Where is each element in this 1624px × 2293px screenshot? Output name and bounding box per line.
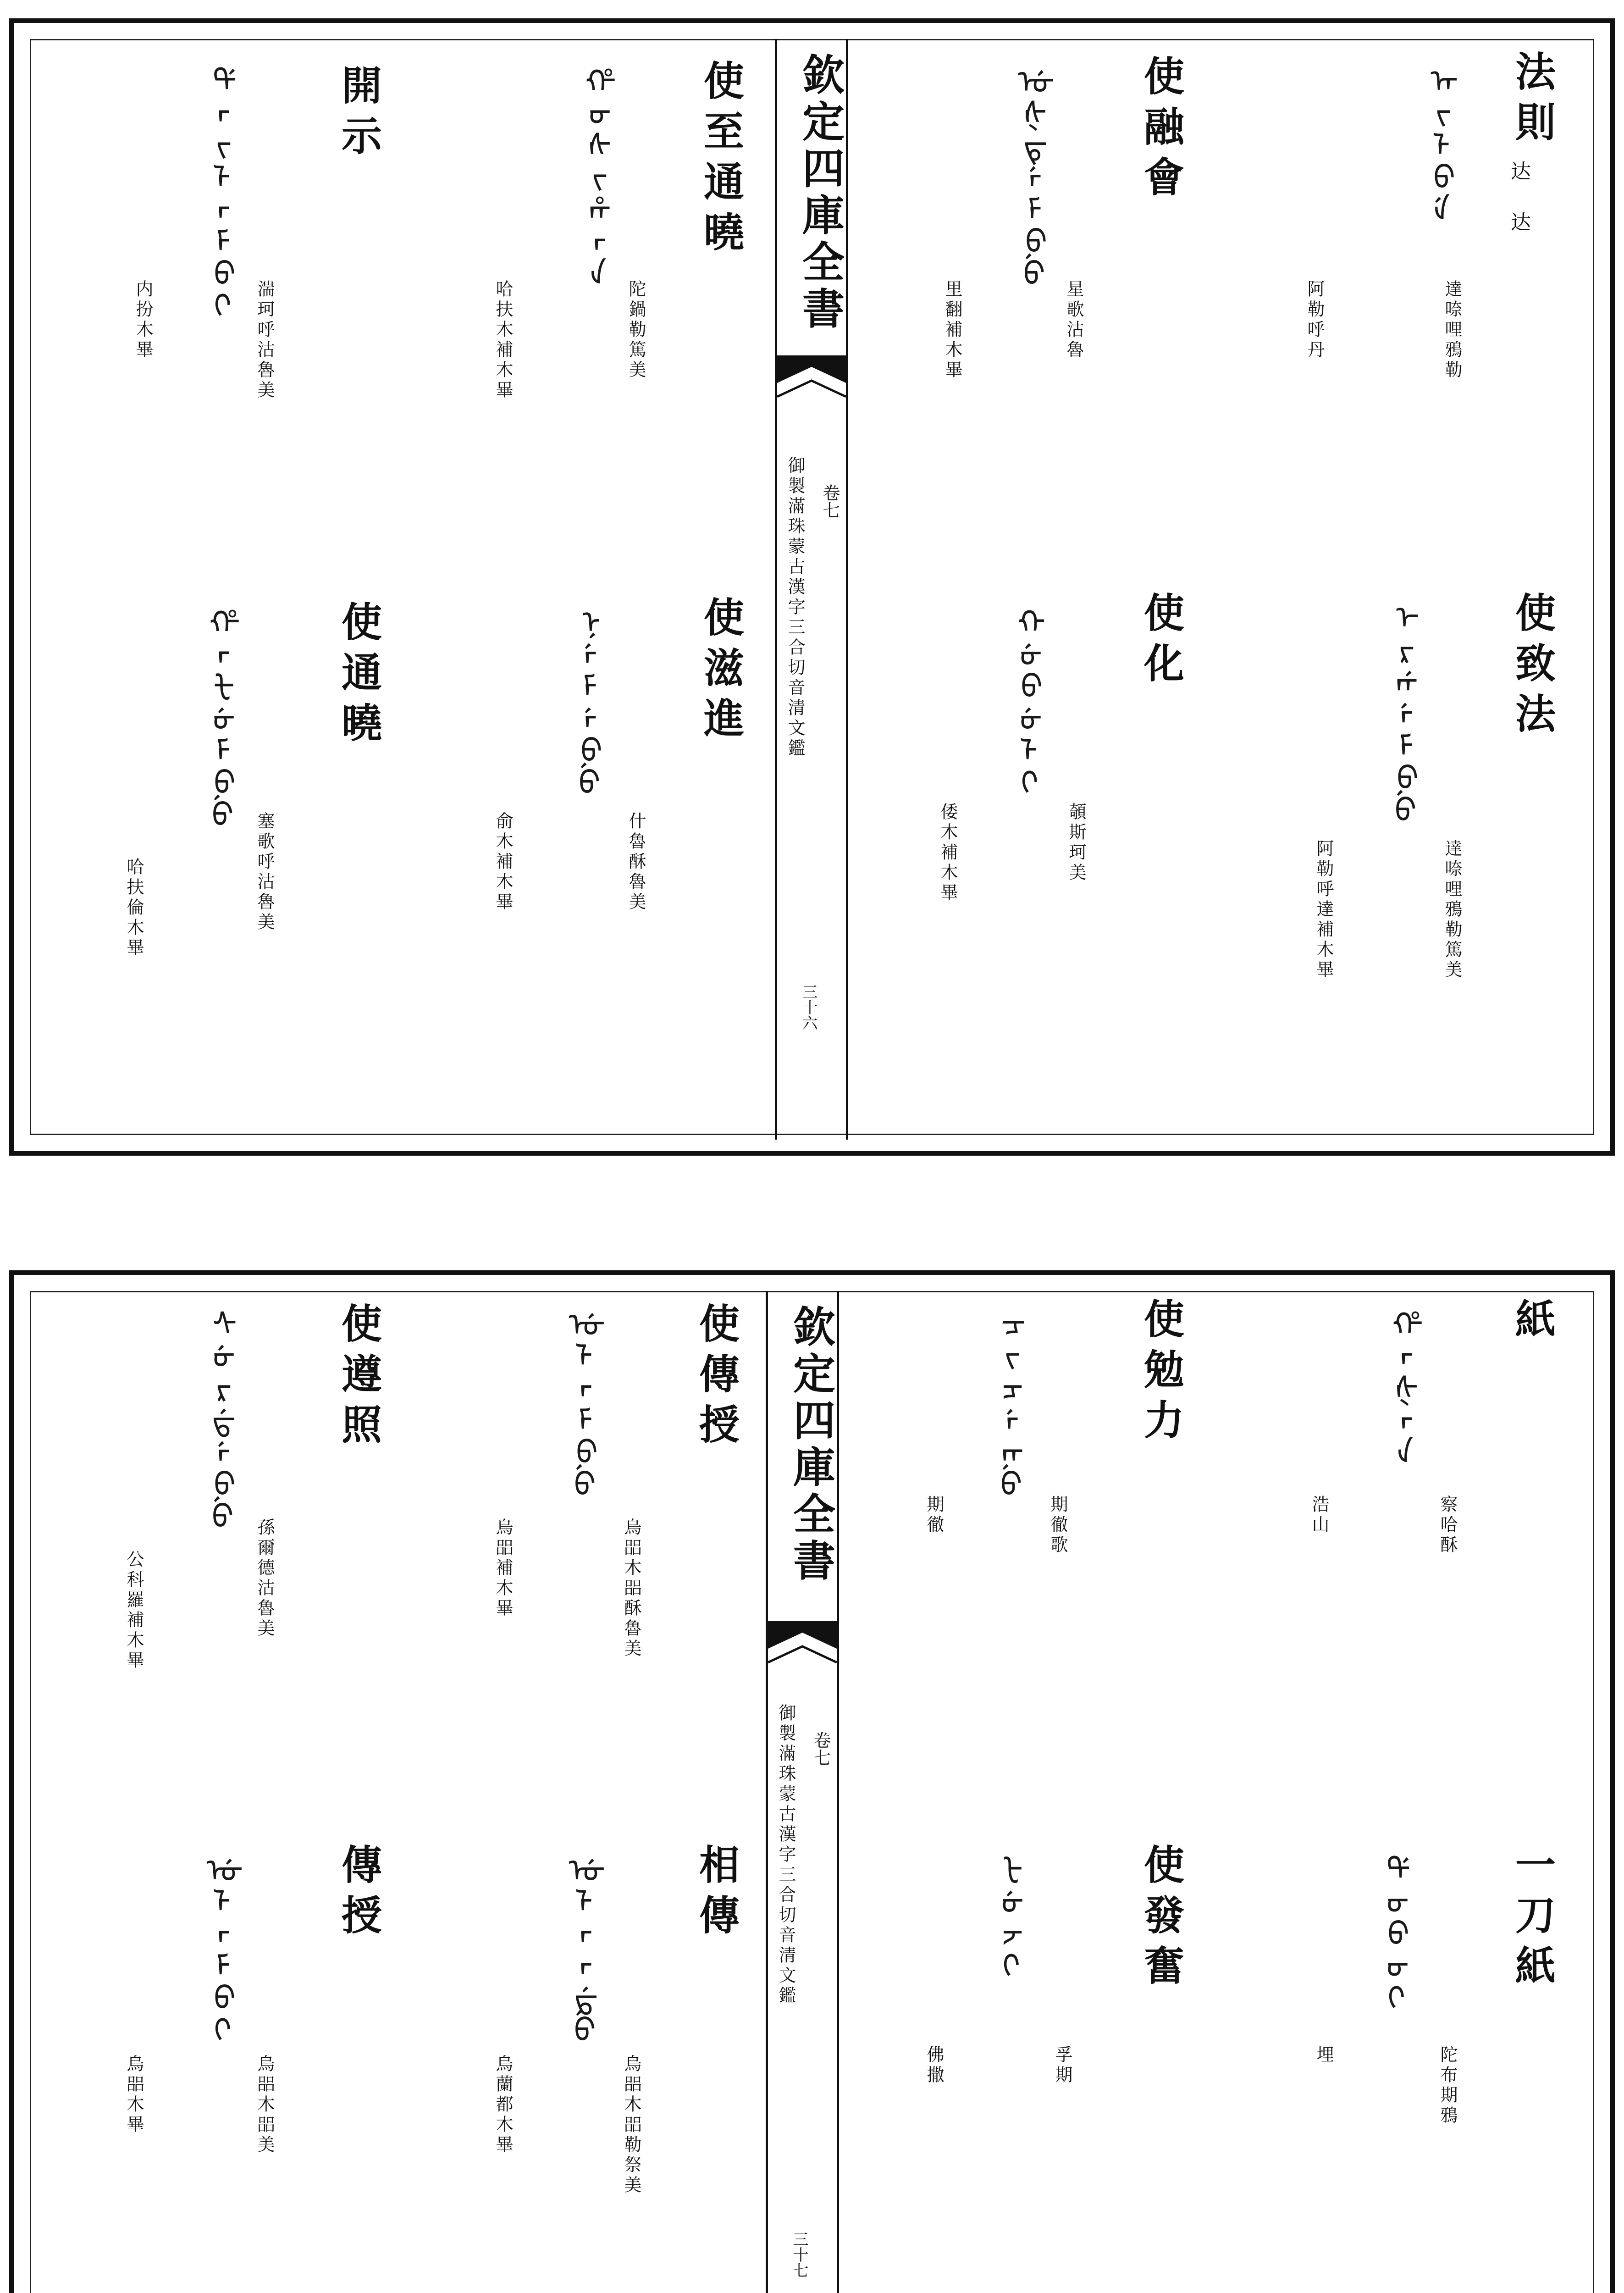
transliteration: 俞木補木畢 [493,812,513,913]
transliteration: 塞歌呼沽魯美 [254,812,275,933]
transliteration: 埋 [1314,2045,1334,2066]
transliteration: 期徹歌 [1048,1495,1068,1556]
spine-page-number: 三十六 [799,984,818,1030]
manchu-script-column: ᡥᠠᡶᡠᠮᠪᡠ [197,605,235,830]
transliteration: 期徹 [924,1495,944,1535]
headword: 法則 [1509,50,1557,151]
transliteration: 佛撒 [924,2045,944,2086]
manchu-script-column: ᡠᠯᠠᠮᠪᡠ [559,1307,597,1500]
transliteration: 什魯酥魯美 [626,812,646,913]
headword: 使致法 [1509,592,1557,743]
headword: 相傳 [693,1844,740,1944]
bottom-spine [766,1291,839,2293]
manchu-script-column: ᡠᠯᠠᠮᠪᡳ [197,1853,235,2045]
transliteration: 陀鍋勒篤美 [626,280,646,381]
bottom-page [9,1270,1615,2293]
transliteration: 烏㗊木㗊勒祭美 [621,2055,641,2196]
headword: 使化 [1138,592,1185,692]
headword: 開示 [335,64,383,165]
manchu-script-column: ᠴᡳᠴᡝᡴᡠ [986,1307,1023,1500]
headword: 使傳授 [693,1302,740,1454]
headword: 使發奮 [1138,1844,1185,1995]
top-spine [775,39,848,1140]
transliteration: 察哈酥 [1437,1495,1458,1556]
headword: 紙 [1509,1298,1557,1348]
headword: 使融會 [1138,55,1185,206]
manchu-script-column: ᠨᡝᠮᡝᠪᡠ [564,605,602,798]
transliteration: 䫑斯珂美 [1066,803,1086,883]
manchu-script-column: ᡴᡠᠪᡠᠯᡳ [1004,605,1042,798]
manchu-script-column: ᠠᡳᠯᠪᡝ [1417,64,1454,225]
spine-volume: 卷七 [820,484,840,519]
manchu-script-column: ᡠᠯᠠᠨᡩᡠ [559,1853,597,2045]
transliteration: 孫爾德沽魯美 [254,1518,275,1639]
transliteration: 内扮木畢 [133,280,153,360]
transliteration: 烏㗊木㗊酥魯美 [621,1518,641,1659]
manchu-script-column: ᡩᠣᠪᠣᡳ [1371,1853,1409,2013]
transliteration: 陀布期鴉 [1437,2045,1458,2126]
headword: 使通曉 [335,601,383,752]
manchu-script-column: ᡩᠠᡳᠯᠠᠮᠪᡳ [197,64,235,321]
transliteration: 浩山 [1309,1495,1329,1535]
fish-tail-ornament [768,1621,837,1681]
transliteration: 公科羅補木畢 [124,1550,144,1671]
transliteration: 孚期 [1052,2045,1072,2086]
manchu-script-column: ᡠᡧᡨᡝᠮᠪᡠ [1009,64,1046,289]
transliteration: 烏㗊木畢 [124,2055,144,2135]
transliteration: 烏㗊木㗊美 [254,2055,275,2155]
headword: 使至通曉 [697,60,745,261]
transliteration: 星歌沽魯 [1064,280,1084,360]
spine-book-title: 欽定四庫全書 [786,1305,836,1585]
transliteration: 里翻補木畢 [942,280,962,381]
transliteration: 湍珂呼沽魯美 [254,280,275,401]
transliteration: 烏㗊補木畢 [493,1518,513,1619]
headword: 使遵照 [335,1302,383,1454]
transliteration: 阿勒呼達補木畢 [1314,839,1334,980]
spine-subtitle: 御製滿珠蒙古漢字三合切音清文鑑 [776,1704,796,2006]
headword: 傳授 [335,1844,383,1944]
manchu-script-column: ᠰᡠᡵᡩᡝᠪᡠ [197,1307,235,1532]
spine-volume: 卷七 [811,1731,831,1766]
headword: 使勉力 [1138,1298,1185,1449]
top-page [9,18,1615,1156]
transliteration: 哈扶木補木畢 [493,280,513,401]
fish-tail-ornament [777,355,846,415]
transliteration: 達㖠哩鴉勒 [1442,280,1462,381]
spine-book-title: 欽定四庫全書 [795,53,845,333]
spine-subtitle: 御製滿珠蒙古漢字三合切音清文鑑 [785,456,805,759]
manchu-script-column: ᡥᠠᡧᠠᠨ [1380,1307,1418,1468]
headword: 使滋進 [697,596,745,748]
manchu-script-column: ᡶᡠᠵᡳ [986,1853,1023,1981]
transliteration: 阿勒呼丹 [1304,280,1325,360]
headword: 一刀紙 [1509,1844,1557,1995]
manchu-script-column: ᡝᡵᡤᡝᠮᠪᡠ [1380,601,1418,825]
transliteration: 達㖠哩鴉勒篤美 [1442,839,1462,980]
spine-page-number: 三十七 [790,2231,808,2278]
manchu-script-column: ᡥᠣᠰᡳᡥᠠᠨ [573,64,611,289]
transliteration: 倭木補木畢 [938,803,958,903]
transliteration: 哈扶倫木畢 [124,858,144,958]
phonetic: 达 达 [1507,161,1530,235]
transliteration: 烏蘭都木畢 [493,2055,513,2155]
